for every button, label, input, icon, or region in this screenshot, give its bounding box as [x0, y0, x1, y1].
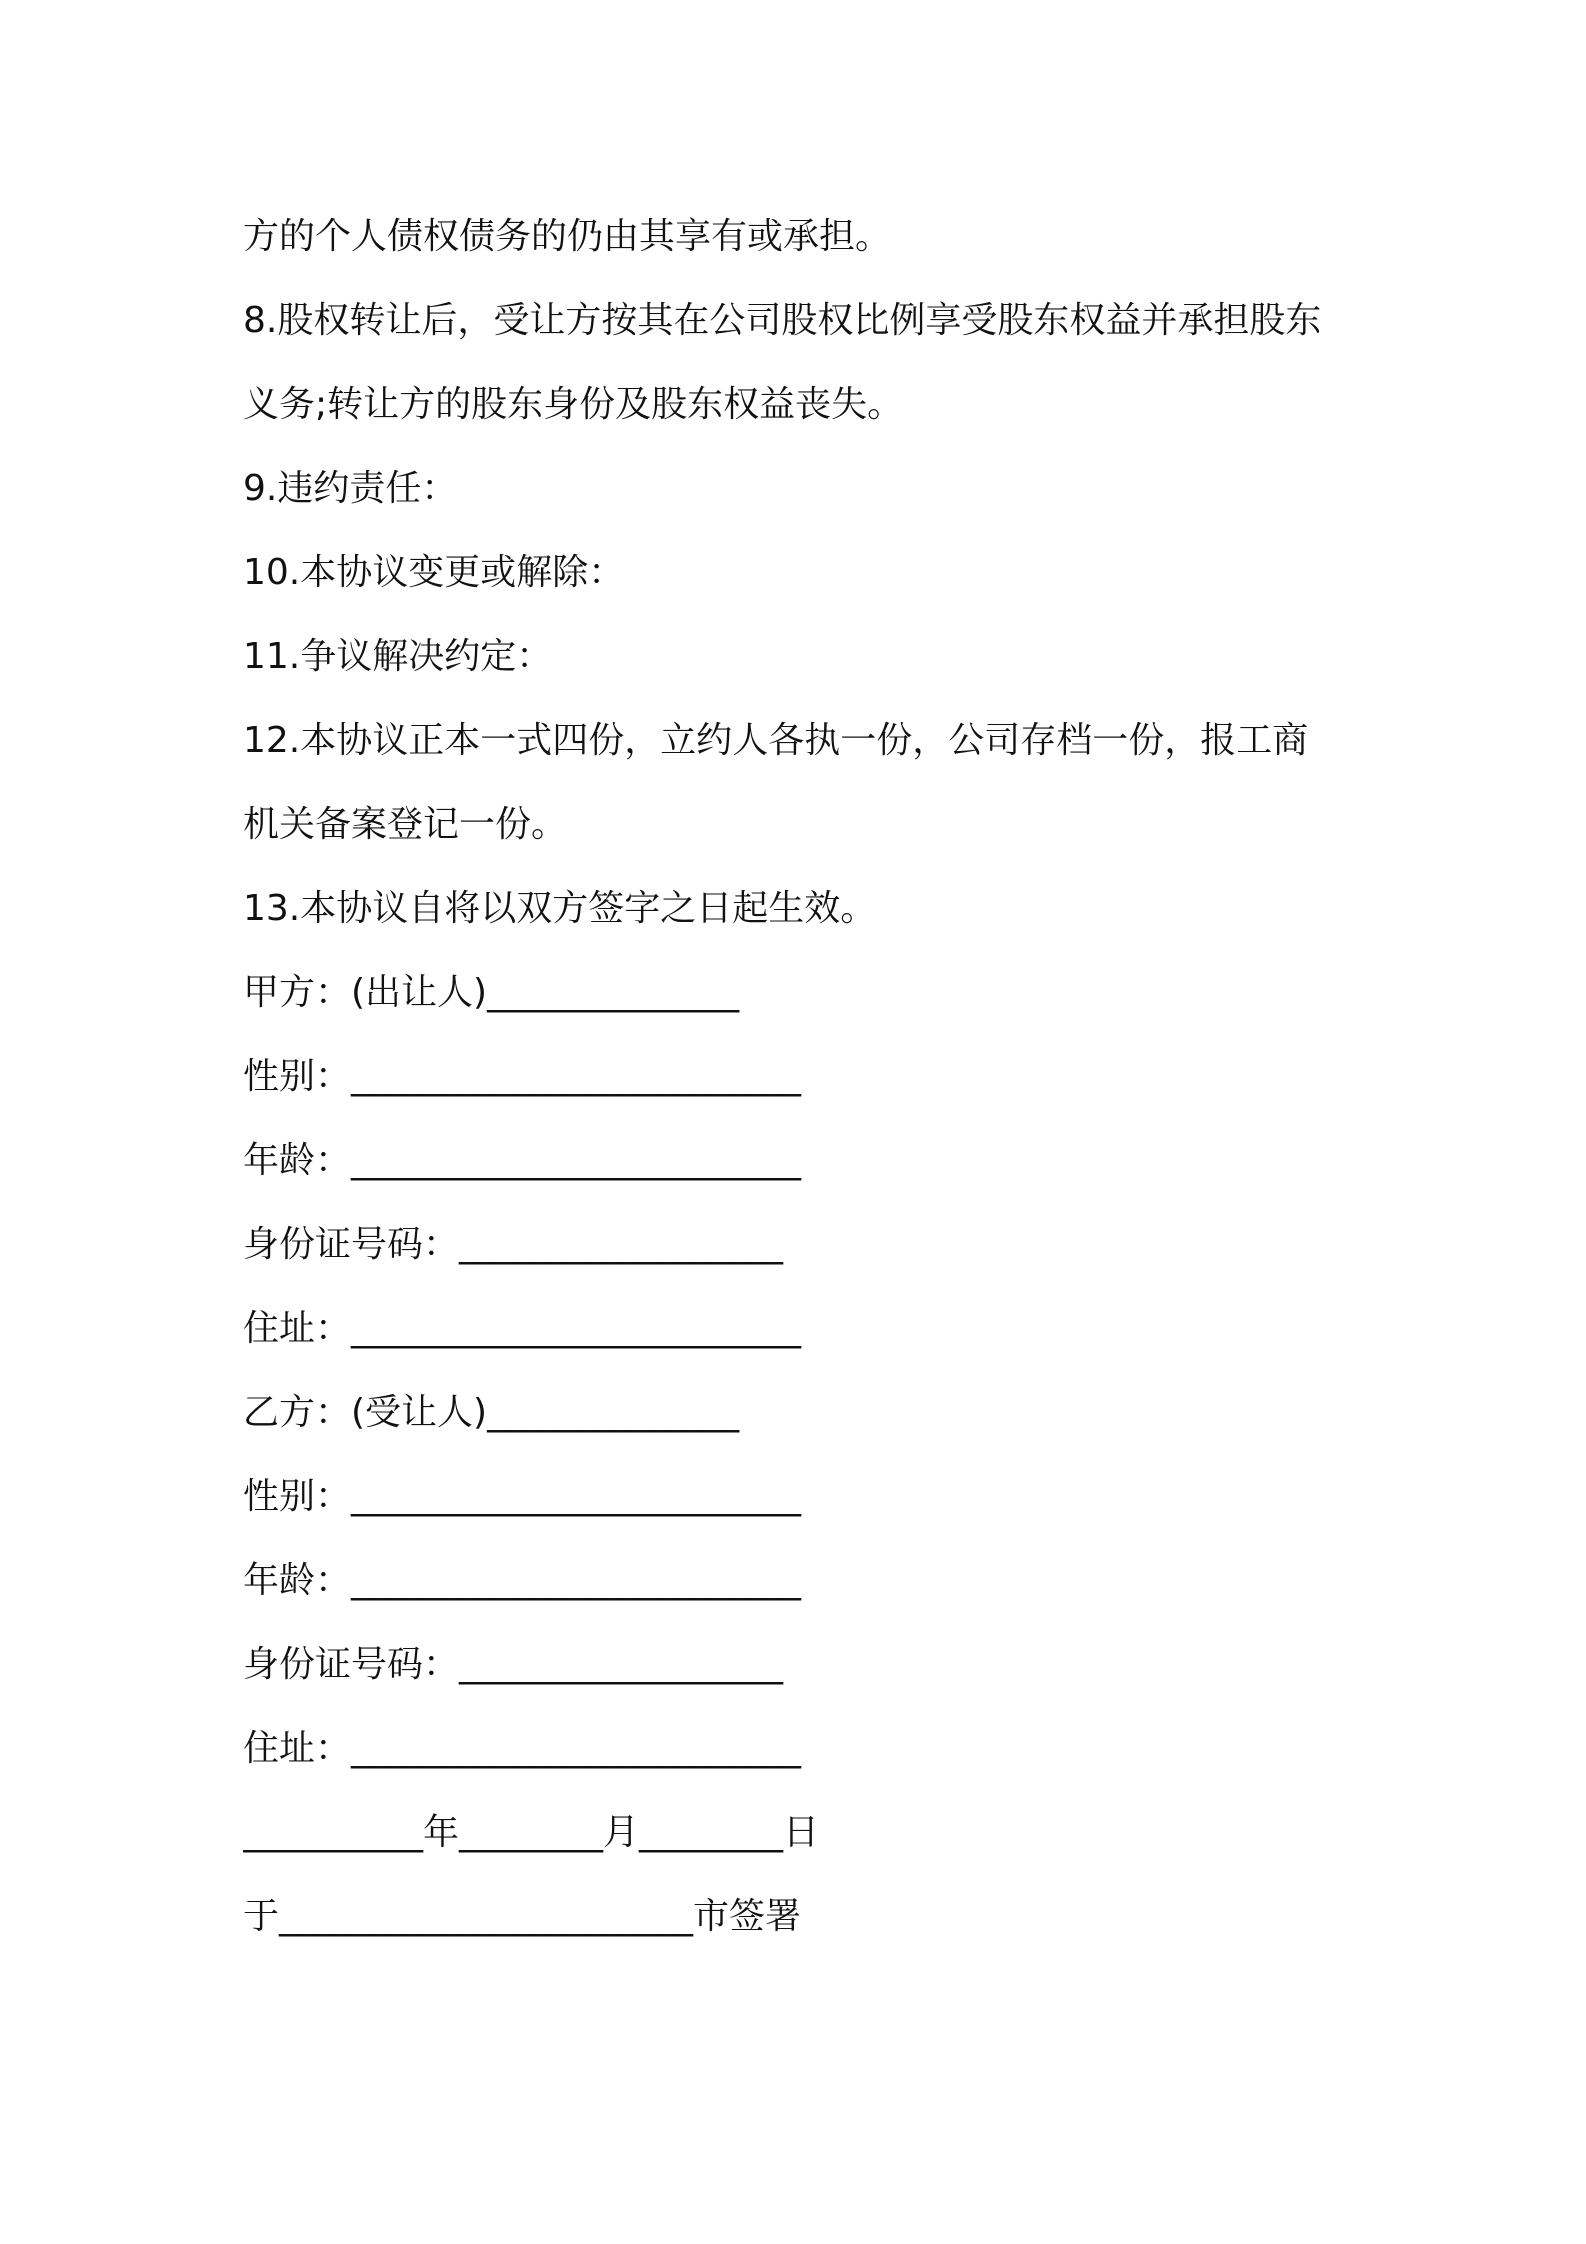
document-body [243, 195, 1363, 1959]
text-line: 义务;转让方的股东身份及股东权益丧失。 [243, 384, 904, 425]
party-a-id-line: 身份证号码：__________________ [243, 1224, 784, 1265]
party-b-address-line: 住址：_________________________ [243, 1728, 802, 1769]
date-line: __________年________月________日 [243, 1812, 819, 1853]
party-b-id-line: 身份证号码：__________________ [243, 1644, 784, 1685]
party-a-line: 甲方：(出让人)______________ [243, 972, 740, 1013]
party-b-age-line: 年龄：_________________________ [243, 1560, 802, 1601]
text-line: 12.本协议正本一式四份，立约人各执一份，公司存档一份，报工商 [243, 720, 1309, 761]
text-line: 13.本协议自将以双方签字之日起生效。 [243, 888, 877, 929]
party-a-address-line: 住址：_________________________ [243, 1308, 802, 1349]
text-line: 11.争议解决约定： [243, 636, 553, 677]
party-b-gender-line: 性别：_________________________ [243, 1476, 802, 1517]
party-a-age-line: 年龄：_________________________ [243, 1140, 802, 1181]
signing-place-line: 于_______________________市签署 [243, 1896, 802, 1937]
party-a-gender-line: 性别：_________________________ [243, 1056, 802, 1097]
party-b-line: 乙方：(受让人)______________ [243, 1392, 740, 1433]
text-line: 9.违约责任： [243, 468, 458, 509]
text-line: 10.本协议变更或解除： [243, 552, 625, 593]
text-line: 8.股权转让后，受让方按其在公司股权比例享受股东权益并承担股东 [243, 300, 1322, 341]
text-line: 机关备案登记一份。 [243, 804, 568, 845]
text-line: 方的个人债权债务的仍由其享有或承担。 [243, 216, 892, 257]
